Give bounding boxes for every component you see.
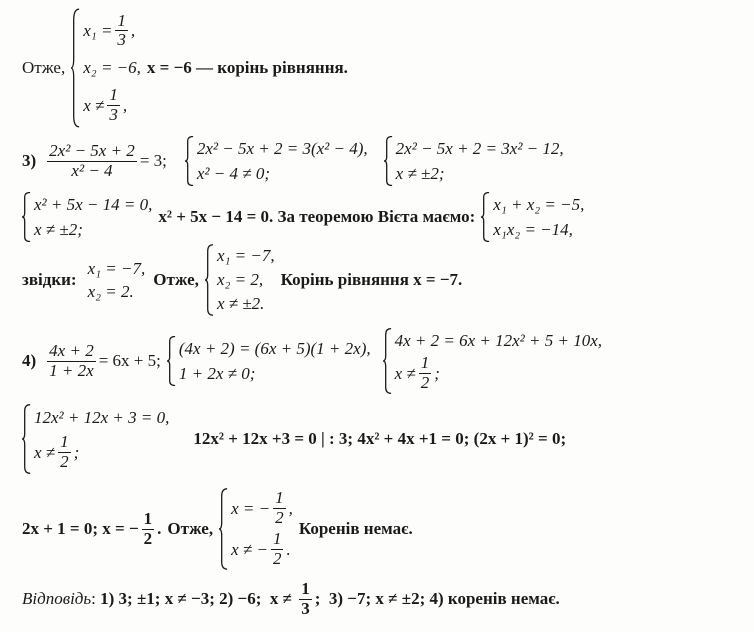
- system-brace: [384, 136, 564, 186]
- brace-icon: [185, 136, 194, 186]
- answer-part-2: ; 3) −7; x ≠ ±2; 4) коренів немає.: [314, 589, 560, 609]
- system-brace: [205, 244, 275, 316]
- equation-rhs: = 3;: [139, 151, 167, 170]
- otzhe-label: Отже,: [167, 519, 214, 538]
- system-row: x ≠ $\frac{1}{2}$ ;: [34, 432, 80, 471]
- system-row: x ≠ ±2;: [34, 219, 83, 239]
- conclusion-text: Корінь рівняння x = −7.: [280, 270, 463, 289]
- section-3-line-3: [22, 244, 462, 316]
- fraction: $\frac{1}{3}$: [117, 10, 126, 50]
- system-row: 12x² + 12x + 3 = 0,: [34, 407, 170, 427]
- brace-icon: [481, 192, 490, 242]
- otzhe-label: Отже,: [153, 270, 199, 289]
- system-row: x ≠ ±2.: [216, 294, 265, 314]
- system-row: x ≠ $\frac{1}{2}$ ;: [394, 353, 440, 392]
- system-row: x ≠ ±2;: [395, 163, 445, 183]
- zvidky-label: звідки:: [22, 270, 77, 289]
- equation-fraction: $\frac{4x + 2}{1 + 2x}$: [49, 340, 94, 380]
- system-row: x₂ = −6,: [83, 58, 141, 78]
- fraction: $\frac{1}{2}$: [60, 432, 69, 471]
- fraction: $\frac{1}{3}$: [301, 579, 310, 618]
- system-brace: [167, 336, 371, 386]
- system-row: x₂ = 2,: [216, 270, 264, 290]
- section-4-line-1: [22, 328, 608, 394]
- root-row: x₁ = −7,: [87, 258, 146, 278]
- root-row: x₂ = 2.: [87, 282, 134, 301]
- system-row: x₁x₂ = −14,: [493, 219, 573, 239]
- conclusion-text: Коренів немає.: [298, 519, 413, 538]
- linear-eq: 2x + 1 = 0; x = −: [22, 519, 139, 538]
- system-brace: [71, 8, 141, 128]
- section-4-line-2: [22, 404, 566, 474]
- simplify-text: 12x² + 12x +3 = 0 | : 3; 4x² + 4x +1 = 0; (2x + 1)² = 0;: [193, 429, 567, 448]
- system-row: x = − $\frac{1}{2}$ ,: [231, 488, 293, 527]
- brace-icon: [384, 136, 393, 186]
- fraction: $\frac{1}{2}$: [275, 488, 284, 527]
- system-row: x² + 5x − 14 = 0,: [34, 194, 153, 214]
- section-4-line-3: 2x + 1 = 0; x = − $\frac{1}{2}$ . Отже, x = − $\frac{1}{2}$ , x ≠ − $\frac{1}{2}$ . Коренів немає.: [22, 488, 413, 568]
- brace-icon: [71, 8, 80, 128]
- item-number: 4): [22, 351, 37, 370]
- otzhe-block-1: [22, 8, 348, 128]
- brace-icon: [383, 328, 392, 394]
- brace-icon: [219, 488, 228, 570]
- brace-icon: [205, 244, 214, 316]
- system-brace: [383, 328, 602, 394]
- system-row: x₁ = $\frac{1}{3}$ ,: [83, 10, 136, 50]
- system-row: (4x + 2) = (6x + 5)(1 + 2x),: [178, 338, 371, 358]
- system-brace: [481, 192, 584, 242]
- system-row: 2x² − 5x + 2 = 3x² − 12,: [395, 138, 564, 158]
- system-row: x ≠ $\frac{1}{3}$ ,: [83, 84, 128, 124]
- equation-fraction: $\frac{\text{2x² − 5x + 2}}{\text{x² − 4}}$: [49, 140, 135, 180]
- fraction: $\frac{1}{2}$: [143, 508, 153, 548]
- system-brace: [185, 136, 368, 186]
- fraction: $\frac{1}{2}$: [272, 529, 282, 568]
- system-brace: [22, 192, 152, 242]
- system-brace: [22, 404, 169, 474]
- system-row: 4x + 2 = 6x + 12x² + 5 + 10x,: [394, 330, 602, 350]
- brace-icon: [22, 192, 31, 242]
- brace-icon: [22, 404, 31, 474]
- equation-rhs: = 6x + 5;: [98, 351, 161, 370]
- section-3-line-2: [22, 192, 590, 242]
- conclusion-text: x = −6 — корінь рівняння.: [146, 58, 348, 77]
- system-row: x² − 4 ≠ 0;: [196, 163, 270, 183]
- system-row: x₁ = −7,: [216, 246, 275, 266]
- system-row: 2x² − 5x + 2 = 3(x² − 4),: [196, 138, 368, 158]
- answer-label: Відповідь: [22, 589, 92, 609]
- answer-part-1: 1) 3; ±1; x ≠ −3; 2) −6; x ≠: [95, 589, 297, 609]
- brace-icon: [167, 336, 176, 386]
- roots-stack: [85, 257, 146, 304]
- fraction: $\frac{1}{3}$: [109, 84, 118, 124]
- item-number: 3): [22, 151, 37, 170]
- otzhe-label: Отже,: [22, 58, 66, 77]
- system-row: 1 + 2x ≠ 0;: [178, 363, 256, 383]
- system-row: x ≠ − $\frac{1}{2}$ .: [231, 529, 291, 568]
- system-brace: [219, 488, 293, 570]
- system-row: x₁ + x₂ = −5,: [493, 194, 585, 214]
- answer-line: Відповідь : 1) 3; ±1; x ≠ −3; 2) −6; x ≠ $\frac{1}{3}$ ; 3) −7; x ≠ ±2; 4) коренів немає.: [22, 579, 560, 618]
- vieta-text: x² + 5x − 14 = 0. За теоремою Вієта маємо:: [158, 207, 476, 226]
- section-3-line-1: [22, 136, 570, 186]
- fraction: $\frac{1}{2}$: [420, 353, 430, 392]
